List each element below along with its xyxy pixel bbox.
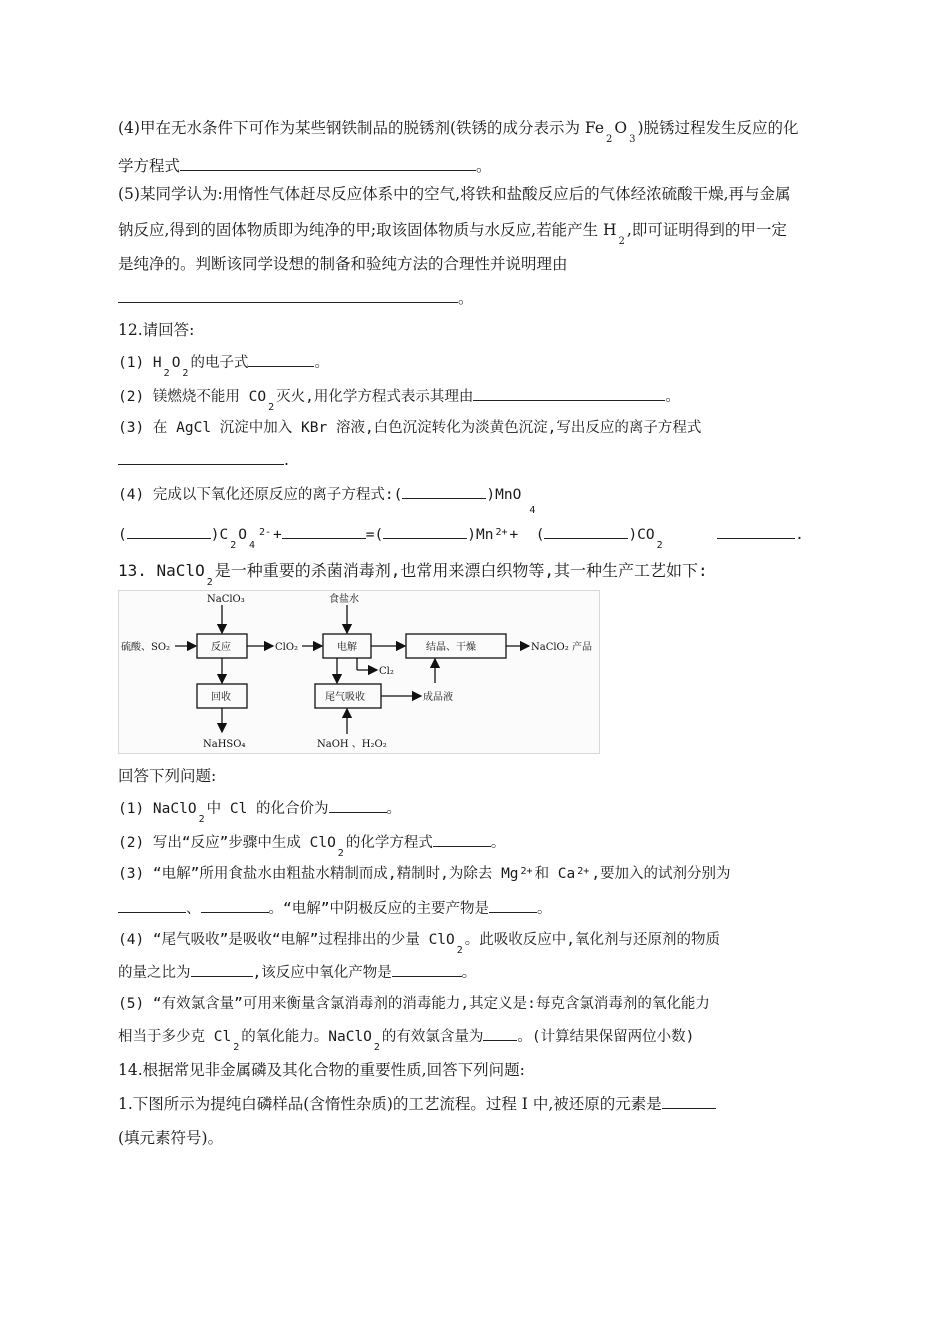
answer-blank[interactable] (201, 898, 269, 913)
answer-blank[interactable] (473, 386, 665, 401)
clo2-label: ClO₂ (275, 642, 299, 653)
process-flow-diagram (118, 590, 600, 754)
q11-part4-line1: (4)甲在无水条件下可作为某些钢铁制品的脱锈剂(铁锈的成分表示为 $Fe_2O_3$)脱锈过程发生反应的化 (118, 119, 799, 145)
q14-part1-line2: (填元素符号)。 (118, 1129, 224, 1147)
tail-gas-label: 尾气吸收 (325, 692, 365, 703)
flow-chart-svg (119, 591, 599, 753)
q12-equation: ( )$C_2O_4^{2-}$ + =( )Mn $^{2+}$ + ( )$CO_2$ . (118, 524, 804, 547)
coefficient-blank[interactable] (402, 484, 486, 499)
coefficient-blank[interactable] (544, 524, 628, 539)
q13-prompt: 回答下列问题: (118, 767, 217, 785)
q12-item1: (1) $H_2O_2$的电子式 。 (118, 352, 329, 375)
answer-blank[interactable] (662, 1094, 716, 1109)
q12-title: 12.请回答: (118, 321, 195, 339)
finished-liquid-label: 成品液 (423, 692, 453, 703)
coefficient-blank[interactable] (282, 524, 366, 539)
q13-item4-line2: 的量之比为 ,该反应中氧化产物是 。 (118, 962, 476, 983)
electrolysis-label: 电解 (337, 642, 357, 653)
nahso4-label: NaHSO₄ (203, 739, 246, 750)
product-label: NaClO₂ 产品 (531, 642, 592, 653)
answer-blank[interactable] (118, 450, 284, 465)
reaction-label: 反应 (211, 642, 231, 653)
q14-part1-line1: 1.下图所示为提纯白磷样品(含惰性杂质)的工艺流程。过程 I 中,被还原的元素是 (118, 1094, 716, 1114)
answer-blank[interactable] (191, 962, 253, 977)
reactants-label: 硫酸、SO₂ (121, 642, 171, 653)
answer-blank[interactable] (248, 352, 314, 367)
q11-part4-line2: 学方程式 。 (118, 157, 492, 175)
q13-item4-line1: (4) “尾气吸收”是吸收“电解”过程排出的少量 ClO$_2$。此吸收反应中,氧化剂与还原剂的物质 (118, 932, 721, 956)
q13-item2: (2) 写出“反应”步骤中生成 ClO$_2$的化学方程式 。 (118, 832, 505, 855)
answer-blank[interactable] (118, 898, 186, 913)
q12-item3-answer: . (118, 450, 289, 470)
q11-part5-line3: 是纯净的。判断该同学设想的制备和验纯方法的合理性并说明理由 (118, 255, 568, 273)
q11-part5-line2: 钠反应,得到的固体物质即为纯净的甲;取该固体物质与水反应,若能产生 $H_2$,即可证明得到的甲一定 (118, 221, 787, 247)
answer-blank[interactable] (433, 832, 491, 847)
answer-blank[interactable] (717, 524, 795, 539)
answer-blank[interactable] (180, 156, 476, 171)
q13-item1: (1) NaClO$_2$中 Cl 的化合价为 。 (118, 798, 401, 821)
cl2-label: Cl₂ (379, 666, 394, 677)
brine-label: 食盐水 (329, 594, 359, 605)
q13-title: 13. NaClO$_2$是一种重要的杀菌消毒剂,也常用来漂白织物等,其一种生产工艺如下: (118, 561, 708, 588)
recovery-label: 回收 (211, 692, 231, 703)
q13-item3-line2: 、 。“电解”中阴极反应的主要产物是 。 (118, 898, 551, 919)
q12-item3: (3) 在 AgCl 沉淀中加入 KBr 溶液,白色沉淀转化为淡黄色沉淀,写出反应的离子方程式 (118, 420, 702, 436)
naoh-h2o2-label: NaOH 、H₂O₂ (317, 739, 387, 750)
q11-part5-line4: 。 (118, 288, 474, 308)
q12-item4: (4) 完成以下氧化还原反应的离子方程式:( )MnO$_4$ (118, 484, 537, 507)
coefficient-blank[interactable] (127, 524, 211, 539)
answer-blank[interactable] (489, 898, 537, 913)
coefficient-blank[interactable] (383, 524, 467, 539)
answer-blank[interactable] (392, 962, 462, 977)
answer-blank[interactable] (118, 288, 458, 303)
answer-blank[interactable] (329, 798, 387, 813)
q13-item5-line1: (5) “有效氯含量”可用来衡量含氯消毒剂的消毒能力,其定义是:每克含氯消毒剂的氧化能力 (118, 996, 710, 1012)
q13-item3-line1: (3) “电解”所用食盐水由粗盐水精制而成,精制时,为除去 Mg $^{2+}$ 和 Ca $^{2+}$ ,要加入的试剂分别为 (118, 866, 731, 882)
q12-item2: (2) 镁燃烧不能用 $CO_2$灭火,用化学方程式表示其理由 。 (118, 386, 680, 409)
q14-title: 14.根据常见非金属磷及其化合物的重要性质,回答下列问题: (118, 1061, 525, 1079)
crystallization-label: 结晶、干燥 (426, 642, 476, 653)
naclo3-label: NaClO₃ (207, 594, 245, 605)
q13-item5-line2: 相当于多少克 $Cl_2$的氧化能力。NaClO$_2$的有效氯含量为 。(计算结果保留两位小数) (118, 1026, 694, 1049)
q11-part5-line1: (5)某同学认为:用惰性气体赶尽反应体系中的空气,将铁和盐酸反应后的气体经浓硫酸干燥,再与金属 (118, 185, 791, 203)
answer-blank[interactable] (483, 1026, 517, 1041)
